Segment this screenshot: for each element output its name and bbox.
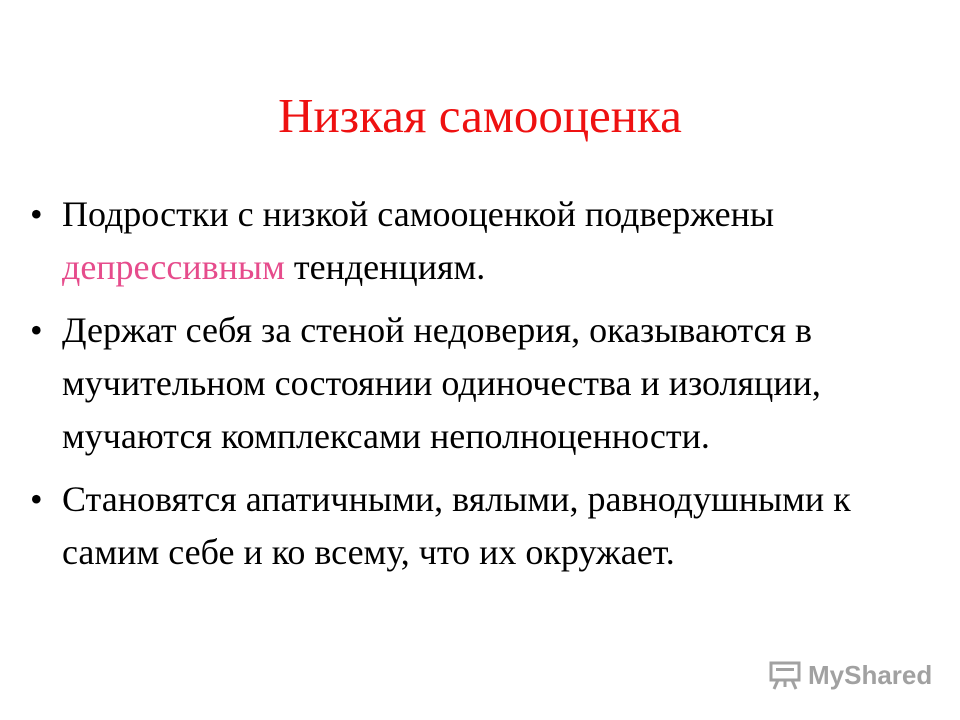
watermark-text: MyShared — [808, 659, 933, 690]
bullet-marker: • — [30, 479, 43, 519]
bullet-text-part: Подростки с низкой самооценкой подвержены — [62, 194, 775, 234]
presentation-board-icon — [768, 660, 802, 690]
bullet-text: Держат себя за стеной недоверия, оказываются в мучительном состоянии одиночества и изоляции, мучаются комплексами неполноценности. — [62, 310, 821, 456]
bullet-marker: • — [30, 310, 43, 350]
slide-title: Низкая самооценка — [278, 88, 682, 143]
myshared-watermark — [768, 655, 932, 695]
bullet-item-apathy — [0, 473, 960, 579]
highlighted-word: депрессивным — [62, 247, 285, 287]
bullet-item-depression — [0, 188, 960, 294]
bullet-text-part: тенденциям. — [284, 247, 486, 287]
bullet-marker: • — [30, 194, 43, 234]
bullet-item-isolation — [0, 304, 960, 463]
bullet-list — [0, 188, 960, 589]
bullet-text: Становятся апатичными, вялыми, равнодушными к самим себе и ко всему, что их окружает. — [62, 479, 851, 572]
